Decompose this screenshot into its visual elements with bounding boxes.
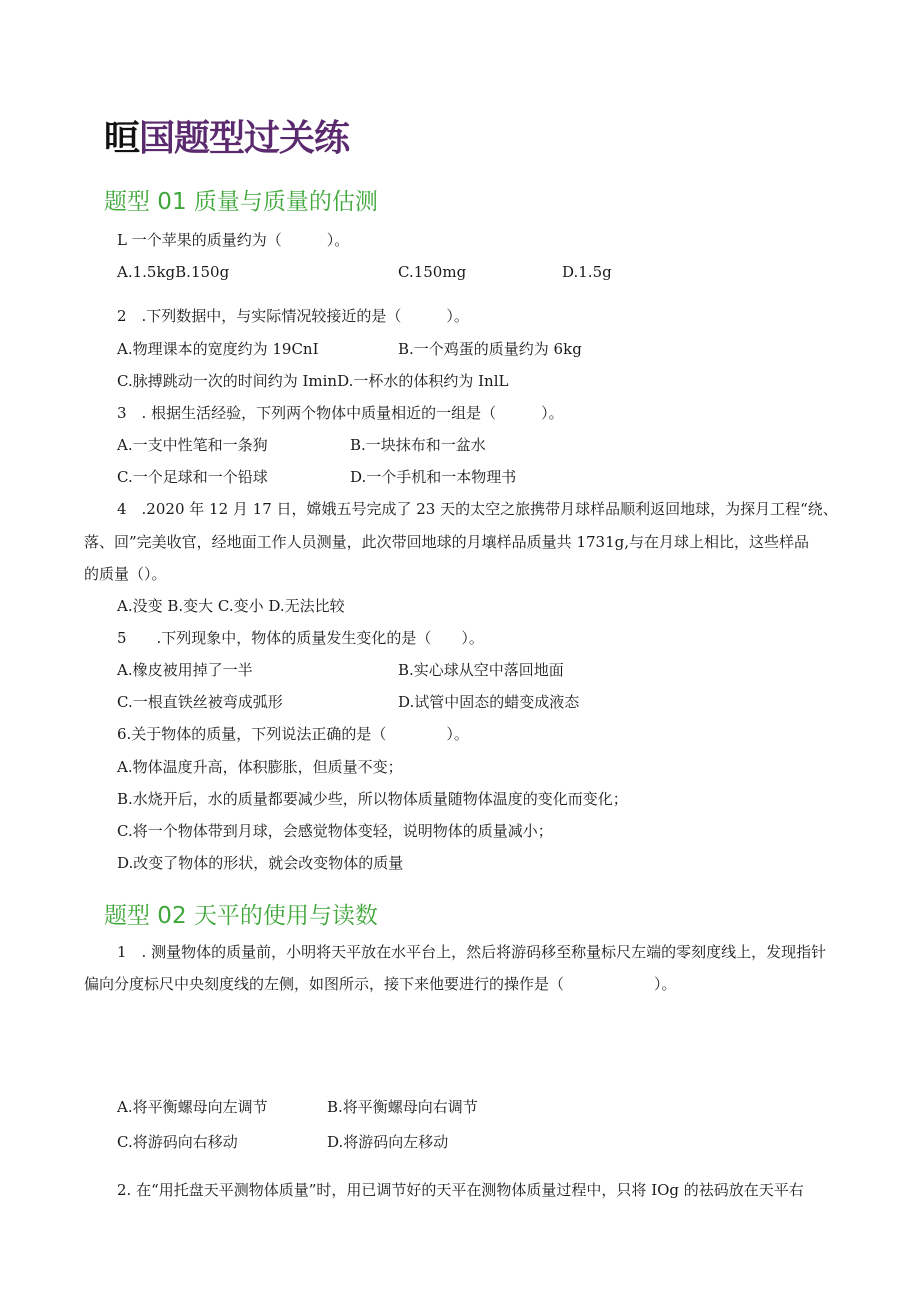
q6-option-a: A.物体温度升高，体积膨胀，但质量不变； <box>117 758 403 776</box>
q1-option-c: C.150mg <box>398 263 467 281</box>
q2-option-a: A.物理课本的宽度约为 19CnI <box>117 340 319 358</box>
s2-q1-option-a: A.将平衡螺母向左调节 <box>117 1098 268 1116</box>
q6-option-b: B.水烧开后，水的质量都要减少些，所以物体质量随物体温度的变化而变化； <box>117 790 628 808</box>
q2-option-b: B.一个鸡蛋的质量约为 6kg <box>398 340 582 358</box>
q5-option-d: D.试管中固态的蜡变成液态 <box>398 693 580 711</box>
q5-option-b: B.实心球从空中落回地面 <box>398 661 564 679</box>
q2-option-cd: C.脉搏跳动一次的时间约为 IminD.一杯水的体积约为 InlL <box>117 372 509 390</box>
q1-stem: L 一个苹果的质量约为（ ）。 <box>117 231 350 249</box>
q3-stem: 3 . 根据生活经验，下列两个物体中质量相近的一组是（ ）。 <box>117 404 564 422</box>
q3-option-c: C.一个足球和一个铅球 <box>117 468 268 486</box>
q4-line-3: 的质量（）。 <box>84 565 167 583</box>
page-title <box>104 110 349 161</box>
s2-q1-option-c: C.将游码向右移动 <box>117 1133 238 1151</box>
section-title-1: 题型 01 质量与质量的估测 <box>104 189 378 215</box>
q5-option-c: C.一根直铁丝被弯成弧形 <box>117 693 283 711</box>
s2-q1-line-1: 1 . 测量物体的质量前，小明将天平放在水平台上，然后将游码移至称量标尺左端的零刻度线上，发现指针 <box>117 943 827 961</box>
q4-line-2: 落、回”完美收官，经地面工作人员测量，此次带回地球的月壤样品质量共 1731g,与在月球上相比，这些样品 <box>84 533 809 551</box>
q4-options: A.没变 B.变大 C.变小 D.无法比较 <box>117 597 345 615</box>
s2-q1-option-b: B.将平衡螺母向右调节 <box>327 1098 478 1116</box>
q1-option-ab: A.1.5kgB.150g <box>117 263 230 281</box>
title-prefix: 晅 <box>104 118 140 159</box>
s2-q2-line-1: 2. 在“用托盘天平测物体质量”时，用已调节好的天平在测物体质量过程中，只将 IOg 的祛码放在天平右 <box>117 1181 804 1199</box>
q5-stem: 5 .下列现象中，物体的质量发生变化的是（ ）。 <box>117 629 484 647</box>
q3-option-b: B.一块抹布和一盆水 <box>350 436 486 454</box>
section-title-2: 题型 02 天平的使用与读数 <box>104 903 378 929</box>
q3-option-d: D.一个手机和一本物理书 <box>350 468 517 486</box>
q5-option-a: A.橡皮被用掉了一半 <box>117 661 253 679</box>
q6-option-c: C.将一个物体带到月球，会感觉物体变轻，说明物体的质量减小； <box>117 822 553 840</box>
title-main: 国题型过关练 <box>139 118 350 159</box>
s2-q1-line-2: 偏向分度标尺中央刻度线的左侧，如图所示，接下来他要进行的操作是（ ）。 <box>84 975 677 993</box>
q1-option-d: D.1.5g <box>562 263 612 281</box>
s2-q1-option-d: D.将游码向左移动 <box>327 1133 449 1151</box>
q6-option-d: D.改变了物体的形状，就会改变物体的质量 <box>117 854 404 872</box>
q6-stem: 6.关于物体的质量，下列说法正确的是（ ）。 <box>117 725 469 743</box>
q3-option-a: A.一支中性笔和一条狗 <box>117 436 268 454</box>
q4-line-1: 4 .2020 年 12 月 17 日，嫦娥五号完成了 23 天的太空之旅携带月球样品顺利返回地球，为探月工程“绕、 <box>117 500 838 518</box>
q2-stem: 2 .下列数据中，与实际情况较接近的是（ ）。 <box>117 307 469 325</box>
